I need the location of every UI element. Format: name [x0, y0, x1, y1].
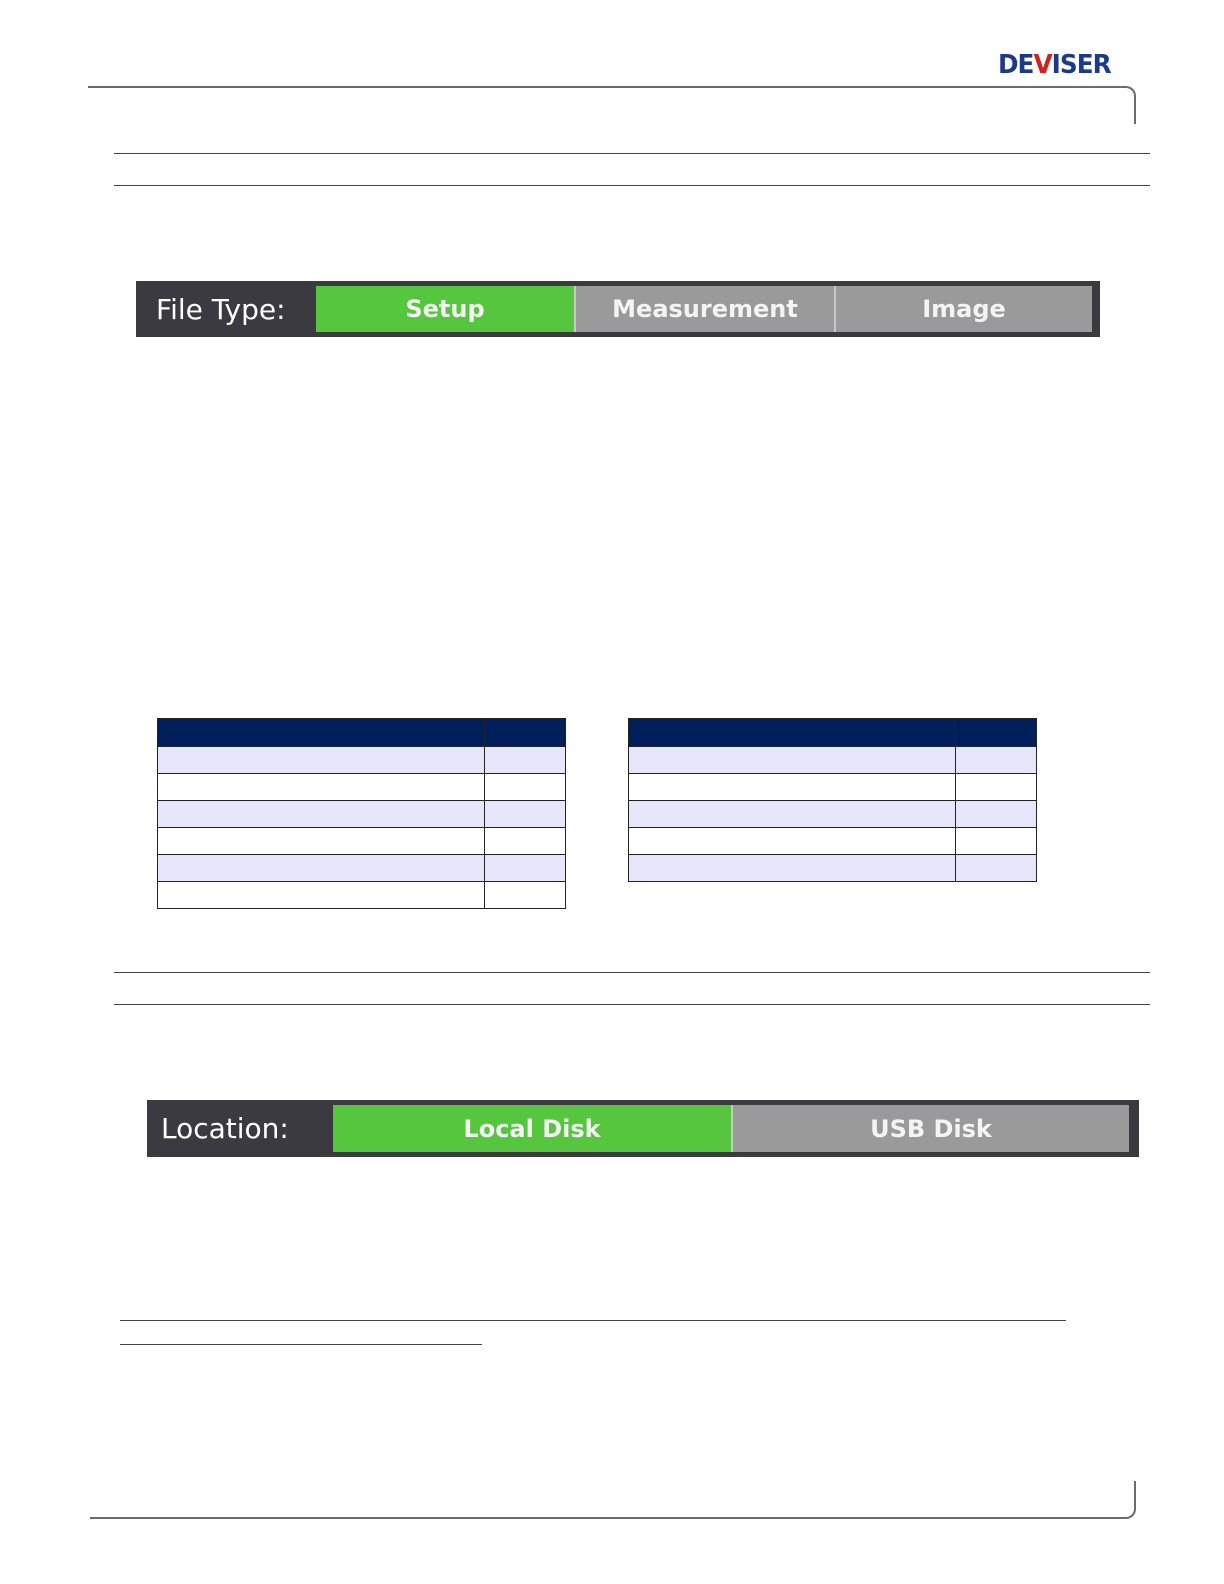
- table-header-cell: [485, 719, 566, 747]
- location-usb-disk-button[interactable]: USB Disk: [731, 1105, 1129, 1152]
- table-cell: [956, 801, 1037, 828]
- table-cell: [629, 747, 956, 774]
- table-cell: [485, 828, 566, 855]
- footnote-rule-short: [120, 1344, 482, 1345]
- file-type-image-button[interactable]: Image: [834, 286, 1092, 332]
- table-cell: [158, 882, 485, 909]
- table-row: [158, 855, 566, 882]
- file-type-bar: [136, 281, 1100, 337]
- table-cell: [956, 828, 1037, 855]
- table-row: [629, 855, 1037, 882]
- location-bar: [147, 1100, 1139, 1157]
- section-top-rule: [114, 972, 1150, 973]
- table-cell: [629, 855, 956, 882]
- table-row: [158, 774, 566, 801]
- table-row: [158, 801, 566, 828]
- logo-text-start: DE: [998, 50, 1034, 80]
- table-cell: [485, 801, 566, 828]
- left-table: [157, 718, 566, 909]
- table-row: [158, 747, 566, 774]
- file-type-label: File Type:: [156, 292, 286, 326]
- file-type-setup-button[interactable]: Setup: [316, 286, 574, 332]
- section-bottom-rule: [114, 1004, 1150, 1005]
- table-header-row: [158, 719, 566, 747]
- header-rule: [88, 86, 1126, 88]
- logo-text-end: ISER: [1051, 50, 1111, 80]
- table-cell: [158, 774, 485, 801]
- table-cell: [956, 747, 1037, 774]
- table-header-cell: [629, 719, 956, 747]
- section-top-rule: [114, 153, 1150, 154]
- footer-rule: [90, 1517, 1126, 1519]
- file-type-measurement-button[interactable]: Measurement: [574, 286, 834, 332]
- table-header-cell: [956, 719, 1037, 747]
- section-bottom-rule: [114, 185, 1150, 186]
- table-row: [629, 774, 1037, 801]
- table-cell: [485, 774, 566, 801]
- table-cell: [158, 801, 485, 828]
- deviser-logo: [998, 50, 1122, 80]
- table-cell: [485, 747, 566, 774]
- footnote-rule-long: [120, 1320, 1066, 1321]
- table-cell: [956, 774, 1037, 801]
- table-cell: [485, 855, 566, 882]
- location-local-disk-button[interactable]: Local Disk: [333, 1105, 731, 1152]
- table-cell: [629, 774, 956, 801]
- table-cell: [629, 828, 956, 855]
- header-corner: [1124, 86, 1136, 124]
- table-cell: [485, 882, 566, 909]
- table-header-cell: [158, 719, 485, 747]
- table-cell: [158, 828, 485, 855]
- table-row: [629, 801, 1037, 828]
- table-row: [629, 828, 1037, 855]
- table-cell: [956, 855, 1037, 882]
- table-row: [158, 882, 566, 909]
- logo-text-v: V: [1033, 50, 1052, 80]
- table-cell: [629, 801, 956, 828]
- right-table: [628, 718, 1037, 882]
- table-cell: [158, 747, 485, 774]
- location-label: Location:: [161, 1112, 289, 1145]
- table-header-row: [629, 719, 1037, 747]
- table-cell: [158, 855, 485, 882]
- footer-corner: [1124, 1481, 1136, 1519]
- table-row: [629, 747, 1037, 774]
- table-row: [158, 828, 566, 855]
